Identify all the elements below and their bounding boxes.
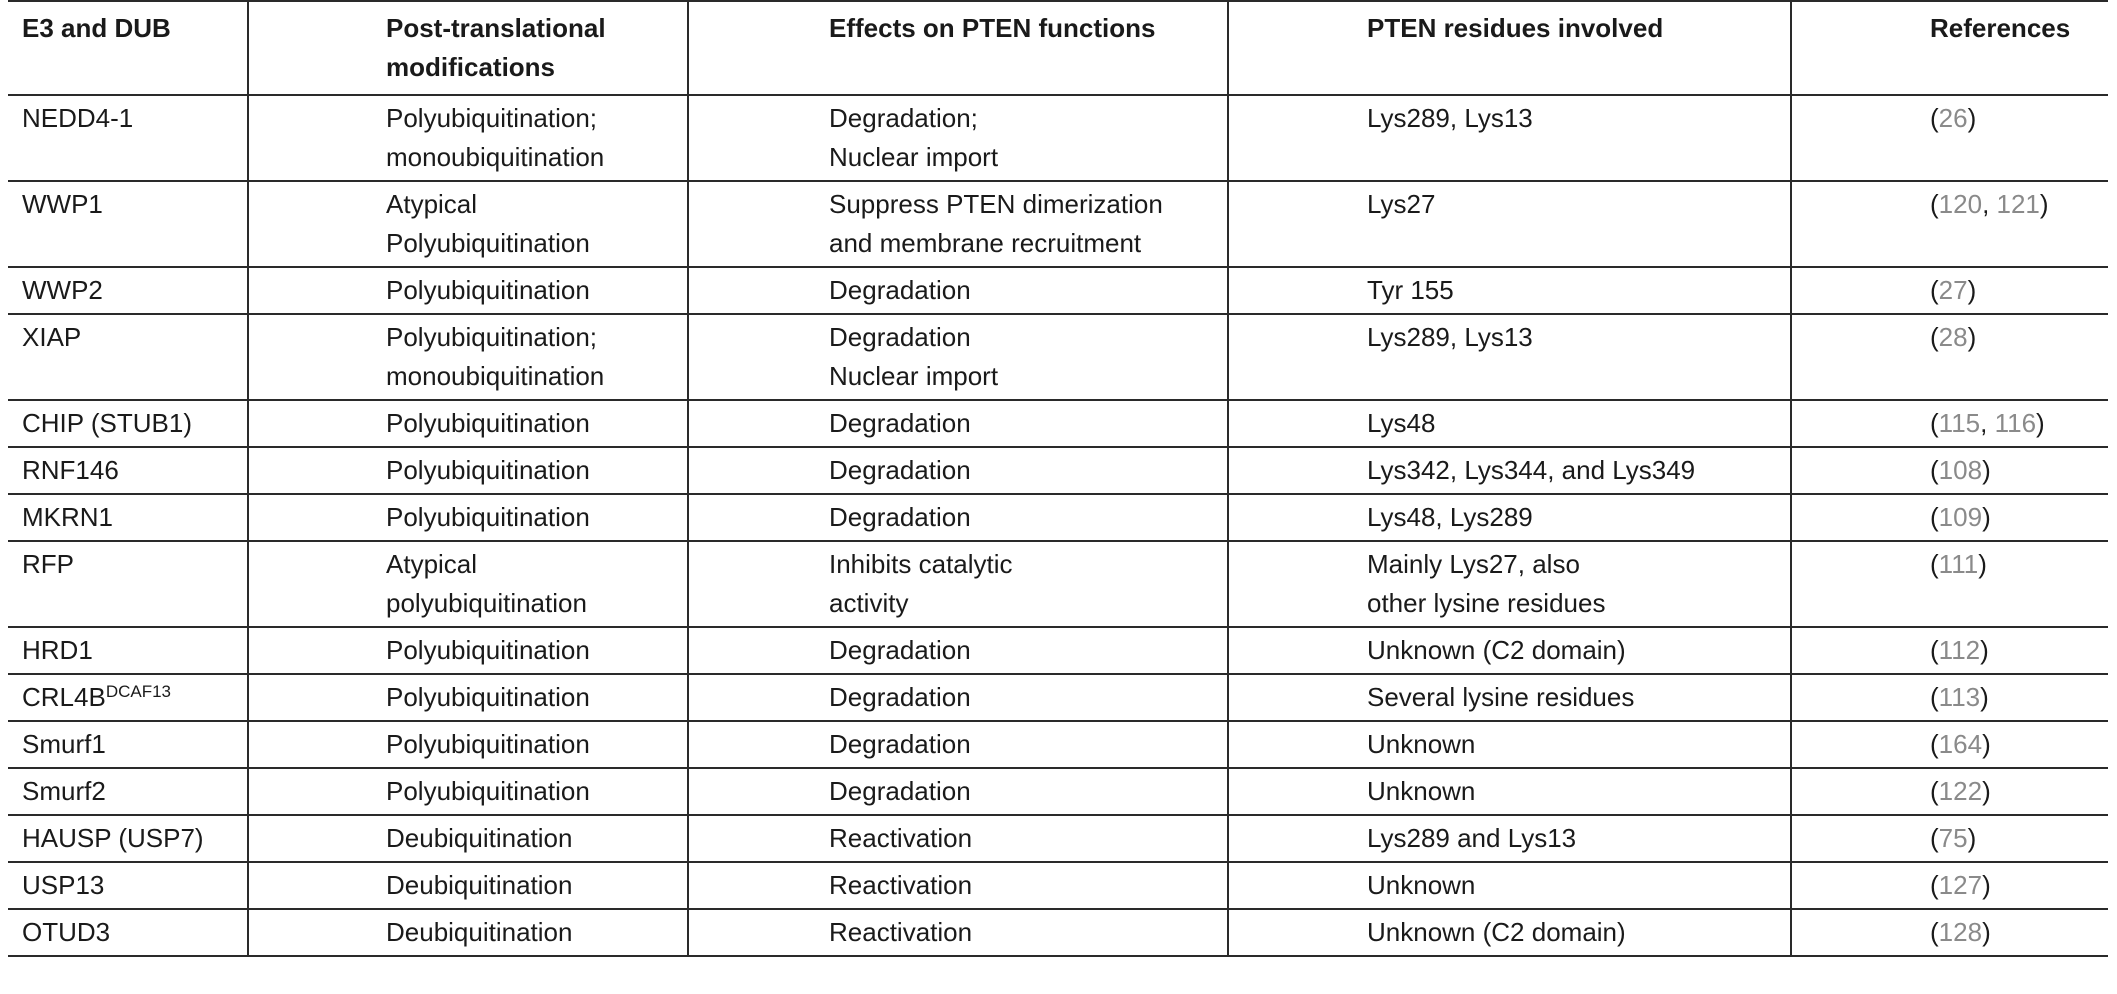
- residues-text: Unknown: [1367, 729, 1476, 759]
- cell-residues: [1228, 815, 1791, 862]
- reference-paren: ): [2036, 408, 2045, 438]
- table-row: [8, 909, 2108, 956]
- reference-link[interactable]: 116: [1994, 408, 2037, 438]
- cell-effects: [688, 447, 1228, 494]
- reference-paren: (: [1930, 275, 1939, 305]
- cell-residues: [1228, 909, 1791, 956]
- header-ptm-line1: Post-translational: [386, 13, 606, 43]
- table-row: [8, 400, 2108, 447]
- ptm-text: polyubiquitination: [386, 588, 587, 618]
- cell-references: [1791, 314, 2108, 400]
- e3-dub-name-text: Smurf1: [22, 729, 106, 759]
- reference-paren: (: [1930, 103, 1939, 133]
- reference-list: [1930, 866, 2098, 905]
- effects-text: Degradation: [829, 502, 971, 532]
- cell-e3-dub: [8, 267, 248, 314]
- reference-link[interactable]: 127: [1938, 870, 1983, 900]
- cell-residues: [1228, 541, 1791, 627]
- cell-e3-dub: [8, 494, 248, 541]
- cell-ptm: [248, 627, 688, 674]
- ptm-text: monoubiquitination: [386, 142, 605, 172]
- residues-text: Lys27: [1367, 189, 1436, 219]
- reference-paren: ): [1967, 823, 1977, 853]
- cell-effects: [688, 95, 1228, 181]
- cell-residues: [1228, 95, 1791, 181]
- reference-separator: ,: [1982, 189, 1997, 219]
- reference-paren: (: [1930, 823, 1939, 853]
- reference-paren: (: [1930, 322, 1939, 352]
- effects-text: Degradation;: [829, 103, 978, 133]
- e3-dub-name: [22, 545, 237, 584]
- e3-dub-name-text: HAUSP (USP7): [22, 823, 204, 853]
- cell-effects: [688, 862, 1228, 909]
- cell-e3-dub: [8, 909, 248, 956]
- reference-separator: ,: [1980, 408, 1995, 438]
- cell-ptm: [248, 267, 688, 314]
- header-e3-dub-label: E3 and DUB: [22, 13, 171, 43]
- table-row: [8, 815, 2108, 862]
- e3-dub-name-text: MKRN1: [22, 502, 114, 532]
- cell-e3-dub: [8, 862, 248, 909]
- reference-list: [1930, 678, 2098, 717]
- reference-paren: ): [2039, 189, 2049, 219]
- cell-residues: [1228, 768, 1791, 815]
- header-references: [1791, 1, 2108, 95]
- ptm-text: Polyubiquitination: [386, 502, 590, 532]
- ptm-text: Polyubiquitination: [386, 776, 590, 806]
- cell-references: [1791, 815, 2108, 862]
- e3-dub-name-text: RNF146: [22, 455, 119, 485]
- reference-link[interactable]: 112: [1938, 635, 1981, 665]
- e3-dub-name: [22, 913, 237, 952]
- residues-text: Tyr 155: [1367, 275, 1454, 305]
- ptm-text: Polyubiquitination: [386, 228, 590, 258]
- ptm-text: Polyubiquitination: [386, 455, 590, 485]
- table-body: [8, 95, 2108, 956]
- e3-dub-name: [22, 498, 237, 537]
- table-row: [8, 447, 2108, 494]
- reference-paren: ): [1980, 682, 1989, 712]
- reference-paren: ): [1967, 275, 1977, 305]
- reference-list: [1930, 725, 2098, 764]
- table-row: [8, 181, 2108, 267]
- header-residues: [1228, 1, 1791, 95]
- cell-effects: [688, 541, 1228, 627]
- cell-residues: [1228, 674, 1791, 721]
- cell-ptm: [248, 181, 688, 267]
- cell-ptm: [248, 862, 688, 909]
- e3-dub-name-text: CRL4B: [22, 682, 106, 712]
- cell-references: [1791, 447, 2108, 494]
- reference-link[interactable]: 75: [1938, 823, 1968, 853]
- e3-dub-name: [22, 318, 237, 357]
- cell-effects: [688, 674, 1228, 721]
- cell-references: [1791, 181, 2108, 267]
- header-residues-label: PTEN residues involved: [1367, 13, 1664, 43]
- reference-link[interactable]: 27: [1938, 275, 1968, 305]
- cell-e3-dub: [8, 815, 248, 862]
- reference-paren: (: [1930, 408, 1939, 438]
- cell-ptm: [248, 541, 688, 627]
- ptm-text: Polyubiquitination: [386, 682, 590, 712]
- e3-dub-name-text: Smurf2: [22, 776, 106, 806]
- cell-ptm: [248, 400, 688, 447]
- reference-list: [1930, 451, 2098, 490]
- reference-link[interactable]: 115: [1938, 408, 1981, 438]
- table-row: [8, 267, 2108, 314]
- e3-dub-name: [22, 99, 237, 138]
- reference-link[interactable]: 113: [1938, 682, 1981, 712]
- effects-text: Nuclear import: [829, 142, 999, 172]
- reference-link[interactable]: 111: [1938, 549, 1979, 579]
- reference-link[interactable]: 121: [1996, 189, 2040, 219]
- effects-text: Degradation: [829, 682, 971, 712]
- reference-link[interactable]: 28: [1938, 322, 1968, 352]
- cell-residues: [1228, 267, 1791, 314]
- cell-references: [1791, 721, 2108, 768]
- table-row: [8, 721, 2108, 768]
- cell-effects: [688, 267, 1228, 314]
- effects-text: Degradation: [829, 729, 971, 759]
- reference-paren: ): [1982, 776, 1991, 806]
- cell-e3-dub: [8, 541, 248, 627]
- cell-e3-dub: [8, 314, 248, 400]
- effects-text: Reactivation: [829, 823, 973, 853]
- header-ptm-line2: modifications: [386, 52, 556, 82]
- cell-residues: [1228, 494, 1791, 541]
- cell-ptm: [248, 494, 688, 541]
- effects-text: activity: [829, 588, 909, 618]
- residues-text: Lys48: [1367, 408, 1436, 438]
- reference-paren: (: [1930, 189, 1939, 219]
- reference-list: [1930, 318, 2098, 357]
- reference-list: [1930, 185, 2098, 224]
- table-row: [8, 627, 2108, 674]
- reference-paren: ): [1967, 103, 1977, 133]
- e3-dub-name: [22, 185, 237, 224]
- cell-effects: [688, 181, 1228, 267]
- cell-ptm: [248, 674, 688, 721]
- cell-ptm: [248, 909, 688, 956]
- reference-paren: (: [1930, 502, 1939, 532]
- cell-e3-dub: [8, 768, 248, 815]
- e3-dub-name-text: OTUD3: [22, 917, 111, 947]
- effects-text: and membrane recruitment: [829, 228, 1142, 258]
- reference-paren: (: [1930, 729, 1939, 759]
- reference-paren: (: [1930, 917, 1939, 947]
- cell-e3-dub: [8, 674, 248, 721]
- reference-link[interactable]: 26: [1938, 103, 1968, 133]
- cell-ptm: [248, 95, 688, 181]
- cell-effects: [688, 400, 1228, 447]
- effects-text: Degradation: [829, 322, 971, 352]
- e3-dub-name: [22, 772, 237, 811]
- e3-dub-name: [22, 819, 237, 858]
- cell-references: [1791, 541, 2108, 627]
- reference-paren: ): [1967, 322, 1977, 352]
- cell-ptm: [248, 314, 688, 400]
- e3-dub-name-text: USP13: [22, 870, 105, 900]
- cell-residues: [1228, 400, 1791, 447]
- ptm-text: Atypical: [386, 549, 478, 579]
- ptm-text: Polyubiquitination;: [386, 103, 598, 133]
- reference-link[interactable]: 128: [1938, 917, 1983, 947]
- table-row: [8, 674, 2108, 721]
- ptm-text: monoubiquitination: [386, 361, 605, 391]
- residues-text: Lys289 and Lys13: [1367, 823, 1577, 853]
- residues-text: Lys289, Lys13: [1367, 103, 1533, 133]
- ptm-text: Deubiquitination: [386, 917, 573, 947]
- ptm-text: Polyubiquitination: [386, 729, 590, 759]
- cell-effects: [688, 909, 1228, 956]
- residues-text: Unknown (C2 domain): [1367, 917, 1626, 947]
- table-row: [8, 541, 2108, 627]
- effects-text: Reactivation: [829, 870, 973, 900]
- table-row: [8, 314, 2108, 400]
- e3-dub-name-text: WWP2: [22, 275, 103, 305]
- table-row: [8, 862, 2108, 909]
- ptm-text: Polyubiquitination: [386, 635, 590, 665]
- residues-text: Unknown: [1367, 776, 1476, 806]
- cell-references: [1791, 627, 2108, 674]
- reference-link[interactable]: 108: [1938, 455, 1983, 485]
- reference-paren: (: [1930, 635, 1939, 665]
- reference-paren: (: [1930, 682, 1939, 712]
- e3-dub-name: [22, 866, 237, 905]
- e3-dub-name: [22, 678, 237, 717]
- residues-text: Mainly Lys27, also: [1367, 549, 1580, 579]
- header-row: [8, 1, 2108, 95]
- residues-text: Unknown (C2 domain): [1367, 635, 1626, 665]
- cell-e3-dub: [8, 627, 248, 674]
- residues-text: Unknown: [1367, 870, 1476, 900]
- table-row: [8, 768, 2108, 815]
- cell-references: [1791, 768, 2108, 815]
- reference-paren: ): [1982, 455, 1991, 485]
- header-effects: [688, 1, 1228, 95]
- cell-effects: [688, 627, 1228, 674]
- cell-effects: [688, 314, 1228, 400]
- e3-dub-name: [22, 631, 237, 670]
- e3-dub-name-text: NEDD4-1: [22, 103, 134, 133]
- table-row: [8, 95, 2108, 181]
- reference-paren: ): [1978, 549, 1987, 579]
- cell-e3-dub: [8, 95, 248, 181]
- e3-dub-name: [22, 725, 237, 764]
- effects-text: Nuclear import: [829, 361, 999, 391]
- e3-dub-name-text: XIAP: [22, 322, 82, 352]
- cell-effects: [688, 815, 1228, 862]
- cell-effects: [688, 721, 1228, 768]
- header-e3-dub: [8, 1, 248, 95]
- cell-residues: [1228, 181, 1791, 267]
- ptm-text: Polyubiquitination: [386, 275, 590, 305]
- residues-text: Lys289, Lys13: [1367, 322, 1533, 352]
- cell-residues: [1228, 627, 1791, 674]
- reference-list: [1930, 99, 2098, 138]
- effects-text: Degradation: [829, 275, 971, 305]
- e3-dub-name: [22, 404, 237, 443]
- reference-link[interactable]: 120: [1938, 189, 1983, 219]
- pten-ubiquitination-table: [8, 0, 2108, 957]
- effects-text: Reactivation: [829, 917, 973, 947]
- header-ptm: [248, 1, 688, 95]
- effects-text: Degradation: [829, 776, 971, 806]
- cell-e3-dub: [8, 447, 248, 494]
- effects-text: Inhibits catalytic: [829, 549, 1013, 579]
- effects-text: Suppress PTEN dimerization: [829, 189, 1163, 219]
- reference-paren: (: [1930, 455, 1939, 485]
- reference-list: [1930, 498, 2098, 537]
- cell-ptm: [248, 768, 688, 815]
- cell-ptm: [248, 447, 688, 494]
- e3-dub-name-superscript: DCAF13: [105, 682, 172, 701]
- cell-e3-dub: [8, 400, 248, 447]
- cell-references: [1791, 267, 2108, 314]
- cell-residues: [1228, 314, 1791, 400]
- reference-paren: ): [1982, 502, 1991, 532]
- cell-residues: [1228, 862, 1791, 909]
- ptm-text: Deubiquitination: [386, 870, 573, 900]
- residues-text: Lys342, Lys344, and Lys349: [1367, 455, 1696, 485]
- effects-text: Degradation: [829, 408, 971, 438]
- e3-dub-name-text: WWP1: [22, 189, 103, 219]
- cell-references: [1791, 494, 2108, 541]
- ubiquitination-table-container: [8, 0, 2108, 957]
- cell-references: [1791, 909, 2108, 956]
- reference-list: [1930, 271, 2098, 310]
- table-header: [8, 1, 2108, 95]
- reference-link[interactable]: 109: [1938, 502, 1983, 532]
- cell-references: [1791, 674, 2108, 721]
- header-references-label: References: [1930, 13, 2071, 43]
- cell-references: [1791, 862, 2108, 909]
- reference-link[interactable]: 122: [1938, 776, 1983, 806]
- reference-paren: ): [1980, 635, 1989, 665]
- cell-ptm: [248, 815, 688, 862]
- reference-list: [1930, 545, 2098, 584]
- ptm-text: Atypical: [386, 189, 478, 219]
- residues-text: other lysine residues: [1367, 588, 1606, 618]
- residues-text: Several lysine residues: [1367, 682, 1635, 712]
- ptm-text: Polyubiquitination;: [386, 322, 598, 352]
- effects-text: Degradation: [829, 455, 971, 485]
- reference-list: [1930, 913, 2098, 952]
- reference-list: [1930, 772, 2098, 811]
- e3-dub-name: [22, 271, 237, 310]
- table-row: [8, 494, 2108, 541]
- e3-dub-name-text: RFP: [22, 549, 74, 579]
- reference-paren: ): [1982, 729, 1991, 759]
- effects-text: Degradation: [829, 635, 971, 665]
- e3-dub-name: [22, 451, 237, 490]
- reference-paren: (: [1930, 870, 1939, 900]
- ptm-text: Polyubiquitination: [386, 408, 590, 438]
- cell-effects: [688, 768, 1228, 815]
- header-effects-label: Effects on PTEN functions: [829, 13, 1156, 43]
- cell-e3-dub: [8, 181, 248, 267]
- reference-paren: (: [1930, 776, 1939, 806]
- cell-references: [1791, 95, 2108, 181]
- reference-paren: ): [1982, 917, 1991, 947]
- cell-ptm: [248, 721, 688, 768]
- cell-residues: [1228, 721, 1791, 768]
- reference-paren: (: [1930, 549, 1939, 579]
- cell-e3-dub: [8, 721, 248, 768]
- residues-text: Lys48, Lys289: [1367, 502, 1533, 532]
- reference-list: [1930, 631, 2098, 670]
- reference-list: [1930, 819, 2098, 858]
- reference-paren: ): [1982, 870, 1991, 900]
- reference-link[interactable]: 164: [1938, 729, 1983, 759]
- e3-dub-name-text: CHIP (STUB1): [22, 408, 192, 438]
- cell-effects: [688, 494, 1228, 541]
- cell-references: [1791, 400, 2108, 447]
- cell-residues: [1228, 447, 1791, 494]
- ptm-text: Deubiquitination: [386, 823, 573, 853]
- e3-dub-name-text: HRD1: [22, 635, 93, 665]
- reference-list: [1930, 404, 2098, 443]
